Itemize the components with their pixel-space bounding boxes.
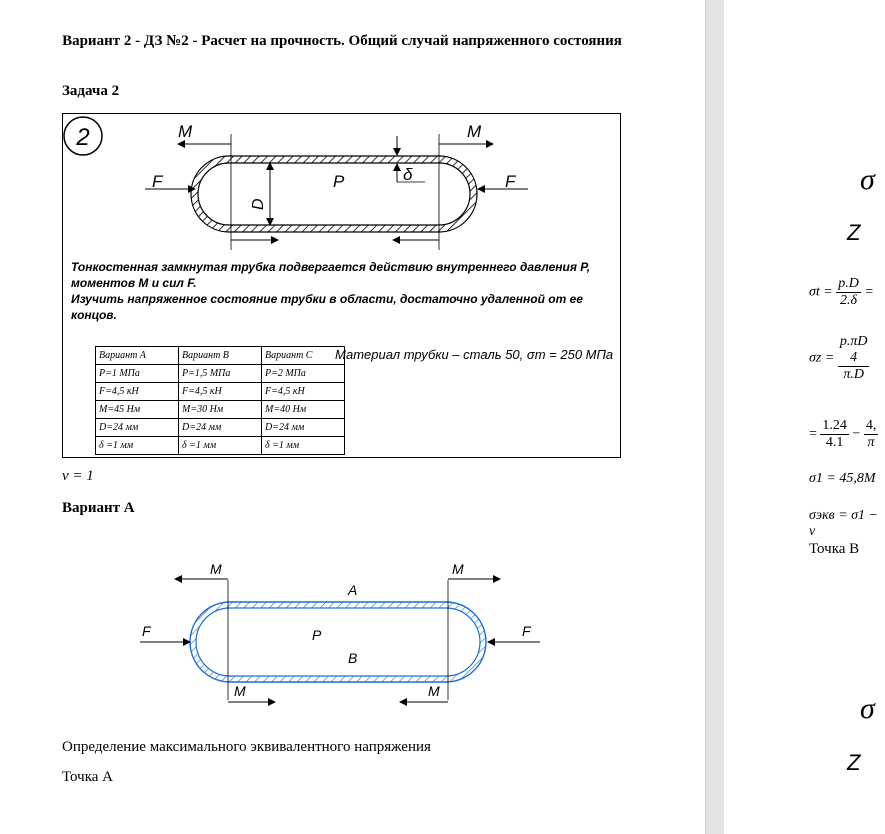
table-cell: Вариант B <box>179 347 262 365</box>
table-cell: M=40 Нм <box>262 401 345 419</box>
table-cell: F=4,5 кН <box>96 383 179 401</box>
fig2-m-br: M <box>428 683 440 699</box>
variants-table <box>95 346 345 455</box>
sigma-z-lhs: σz = <box>809 350 835 366</box>
description-line-2: моментов M и сил F. <box>71 276 197 290</box>
table-cell: δ =1 мм <box>179 437 262 455</box>
description-line-3: Изучить напряженное состояние трубки в области, достаточно удаленной от ее концов. <box>71 292 583 322</box>
page-title: Вариант 2 - ДЗ №2 - Расчет на прочность. Общий случай напряженного состояния <box>62 33 622 49</box>
table-cell: P=2 МПа <box>262 365 345 383</box>
sigma-z-num: p.πD <box>839 334 868 349</box>
table-cell: F=4,5 кН <box>262 383 345 401</box>
label-d: D <box>250 198 267 210</box>
fig2-p: P <box>312 627 322 643</box>
table-row <box>96 383 345 401</box>
sigma-t-num: p.D <box>838 276 859 291</box>
sigma-t-lhs: σt = <box>809 284 833 300</box>
z-top: Z <box>847 220 861 245</box>
label-m-left: M <box>178 122 193 141</box>
page-gutter <box>705 0 725 834</box>
label-m-right: M <box>467 122 482 141</box>
eq-num: 1.24 <box>822 418 847 433</box>
material-note: Материал трубки – сталь 50, σт = 250 МПа <box>335 347 614 362</box>
label-p: P <box>333 172 345 191</box>
table-cell: D=24 мм <box>96 419 179 437</box>
eq-minus: − <box>852 426 861 442</box>
task-description <box>71 259 620 323</box>
table-row <box>96 347 345 365</box>
formula-sigma-ekv: σэкв = σ1 − ν <box>809 508 879 539</box>
fig2-b: B <box>348 650 358 666</box>
fig2-f-left: F <box>142 623 151 639</box>
document-page-right <box>724 0 885 834</box>
task-heading: Задача 2 <box>62 83 120 99</box>
table-cell: Вариант C <box>262 347 345 365</box>
eq-den2: π <box>867 435 875 450</box>
eq-den: 4.1 <box>825 435 844 450</box>
fig2-m-tr: M <box>452 561 464 577</box>
z-bottom: Z <box>847 750 861 775</box>
variant-a-drawing <box>130 560 550 710</box>
point-b-heading: Точка В <box>809 541 860 557</box>
table-cell: δ =1 мм <box>262 437 345 455</box>
label-f-right: F <box>505 172 516 191</box>
table-cell: M=45 Нм <box>96 401 179 419</box>
table-cell: M=30 Нм <box>179 401 262 419</box>
fig2-f-right: F <box>522 623 531 639</box>
tube-inner-a <box>196 608 480 676</box>
table-row <box>96 437 345 455</box>
label-f-left: F <box>152 172 163 191</box>
sigma-z-num2: 4 <box>850 350 858 365</box>
variant-heading: Вариант А <box>62 500 135 516</box>
fig2-m-tl: M <box>210 561 222 577</box>
table-cell: P=1 МПа <box>96 365 179 383</box>
formula-sigma1: σ1 = 45,8M <box>809 471 876 486</box>
formula-sigma-z <box>809 334 869 383</box>
sigma-bottom: σ <box>860 692 875 725</box>
sigma-top: σ <box>860 163 875 196</box>
fig2-m-bl: M <box>234 683 246 699</box>
fig2-a: A <box>348 582 358 598</box>
eq-num2: 4, <box>865 418 877 433</box>
formula-numeric <box>809 418 878 451</box>
table-cell: D=24 мм <box>262 419 345 437</box>
label-delta: δ <box>403 165 413 184</box>
table-cell: P=1,5 МПа <box>179 365 262 383</box>
table-row <box>96 401 345 419</box>
nu-formula: ν = 1 <box>62 468 94 484</box>
table-row <box>96 365 345 383</box>
formula-sigma-t <box>809 276 874 309</box>
sigma-z-den: π.D <box>843 367 864 382</box>
sigma-t-den: 2.δ <box>840 293 858 308</box>
table-cell: F=4,5 кН <box>179 383 262 401</box>
table-cell: Вариант A <box>96 347 179 365</box>
task-figure <box>62 113 621 458</box>
table-cell: D=24 мм <box>179 419 262 437</box>
table-cell: δ =1 мм <box>96 437 179 455</box>
description-line-1: Тонкостенная замкнутая трубка подвергается действию внутреннего давления P, <box>71 260 591 274</box>
para-max-stress: Определение максимального эквивалентного напряжения <box>62 739 431 755</box>
table-row <box>96 419 345 437</box>
eq-prefix: = <box>809 426 817 442</box>
figure-number: 2 <box>76 124 90 151</box>
sigma-t-tail: = <box>864 284 874 300</box>
para-point-a: Точка А <box>62 769 113 785</box>
